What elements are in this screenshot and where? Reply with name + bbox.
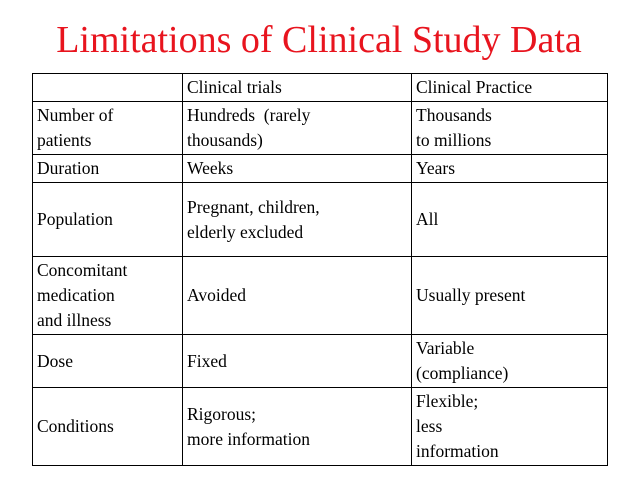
table-row [33,183,608,257]
header-cell-empty [33,74,183,102]
practice-cell: Usually present [412,257,608,335]
row-label: Number of patients [33,102,183,155]
trials-cell: Rigorous; more information [183,388,412,466]
table-row [33,155,608,183]
header-cell-clinical-practice: Clinical Practice [412,74,608,102]
comparison-table [32,73,608,466]
row-label: Concomitant medication and illness [33,257,183,335]
table-row [33,257,608,335]
trials-cell: Avoided [183,257,412,335]
table-header-row [33,74,608,102]
table-row [33,388,608,466]
practice-cell: Flexible; less information [412,388,608,466]
header-cell-clinical-trials: Clinical trials [183,74,412,102]
practice-cell: Years [412,155,608,183]
practice-cell: All [412,183,608,257]
slide-title: Limitations of Clinical Study Data [56,19,582,61]
practice-cell: Variable (compliance) [412,335,608,388]
trials-cell: Hundreds (rarely thousands) [183,102,412,155]
trials-cell: Weeks [183,155,412,183]
trials-cell: Fixed [183,335,412,388]
table-row [33,335,608,388]
row-label: Conditions [33,388,183,466]
table-row [33,102,608,155]
row-label: Dose [33,335,183,388]
trials-cell: Pregnant, children, elderly excluded [183,183,412,257]
row-label: Population [33,183,183,257]
row-label: Duration [33,155,183,183]
practice-cell: Thousands to millions [412,102,608,155]
